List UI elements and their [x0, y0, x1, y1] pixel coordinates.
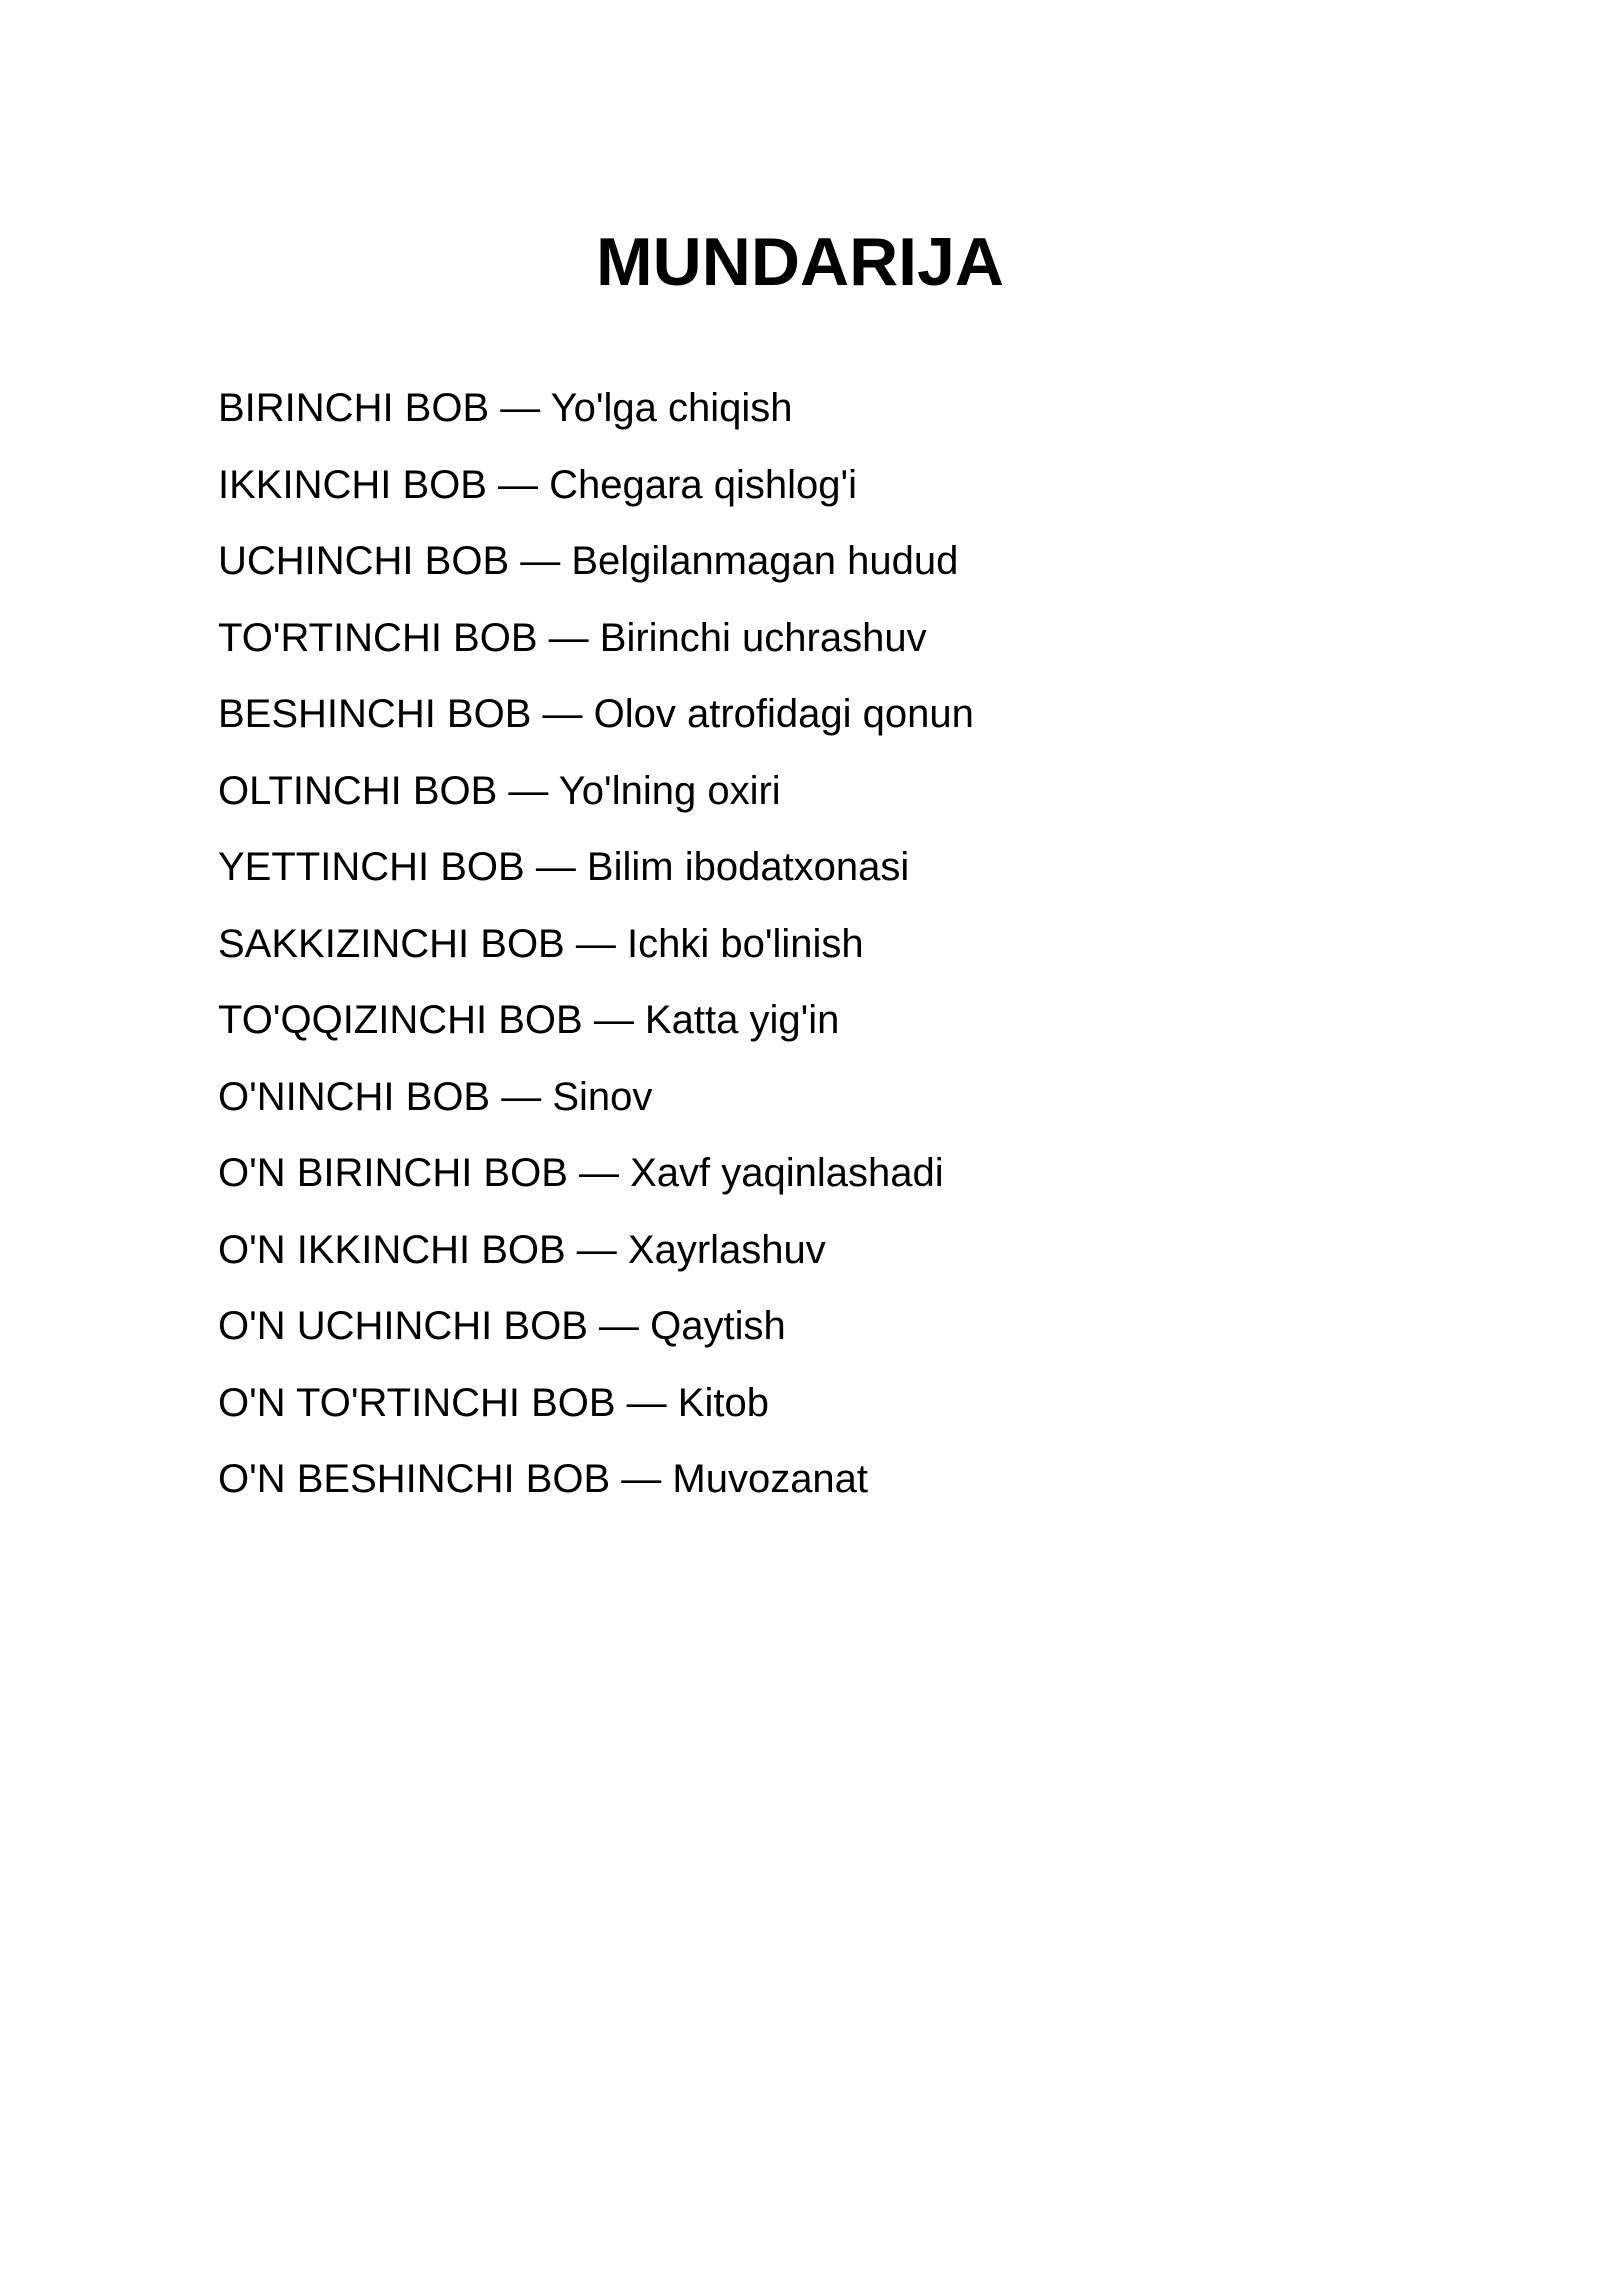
toc-item-2: IKKINCHI BOB — Chegara qishlog'i	[218, 462, 858, 507]
toc-item-1: BIRINCHI BOB — Yo'lga chiqish	[218, 386, 793, 430]
table-of-contents	[218, 370, 974, 1518]
toc-item-10: O'NINCHI BOB — Sinov	[218, 1074, 653, 1119]
toc-item-7: YETTINCHI BOB — Bilim ibodatxonasi	[218, 845, 910, 889]
toc-item-3: UCHINCHI BOB — Belgilanmagan hudud	[218, 539, 959, 583]
page-title: MUNDARIJA	[596, 224, 1004, 300]
toc-item-15: O'N BESHINCHI BOB — Muvozanat	[218, 1457, 869, 1501]
toc-item-5: BESHINCHI BOB — Olov atrofidagi qonun	[218, 692, 974, 736]
toc-item-4: TO'RTINCHI BOB — Birinchi uchrashuv	[218, 615, 927, 660]
toc-item-11: O'N BIRINCHI BOB — Xavf yaqinlashadi	[218, 1151, 944, 1195]
toc-item-14: O'N TO'RTINCHI BOB — Kitob	[218, 1380, 769, 1425]
toc-item-9: TO'QQIZINCHI BOB — Katta yig'in	[218, 998, 840, 1042]
toc-item-8: SAKKIZINCHI BOB — Ichki bo'linish	[218, 921, 864, 966]
toc-item-6: OLTINCHI BOB — Yo'lning oxiri	[218, 768, 781, 813]
toc-item-13: O'N UCHINCHI BOB — Qaytish	[218, 1304, 786, 1348]
toc-item-12: O'N IKKINCHI BOB — Xayrlashuv	[218, 1227, 826, 1272]
